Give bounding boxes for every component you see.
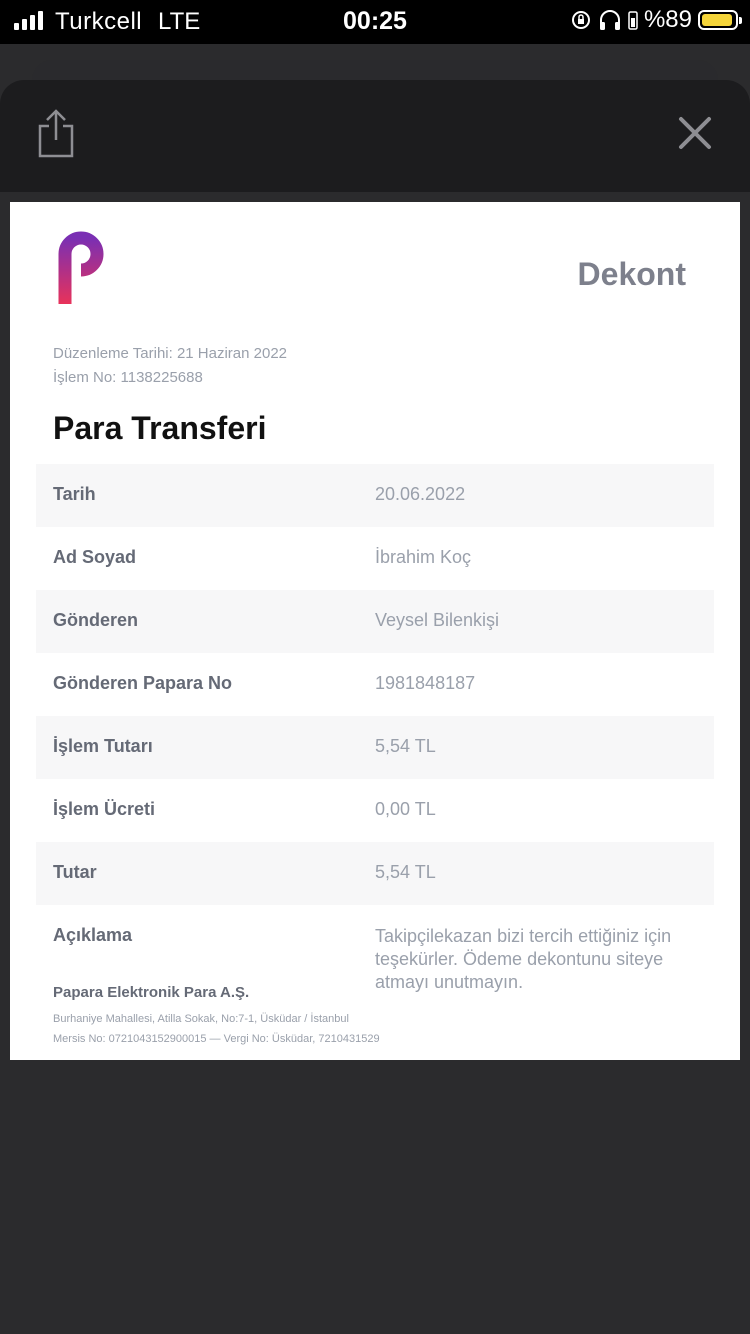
row-label: Tarih (53, 484, 96, 504)
company-info (53, 984, 380, 1049)
table-row (36, 842, 714, 905)
company-name: Papara Elektronik Para A.Ş. (53, 984, 250, 1001)
headphones-icon (598, 9, 622, 31)
share-button[interactable] (34, 108, 78, 165)
table-row (36, 464, 714, 527)
details-table (36, 464, 714, 992)
status-bar (0, 0, 750, 44)
row-label: Tutar (53, 862, 97, 882)
close-icon (678, 116, 712, 150)
row-value: 1981848187 (375, 673, 476, 693)
table-row (36, 590, 714, 653)
company-ids: Mersis No: 0721043152900015 — Vergi No: Üsküdar, 7210431529 (53, 1033, 380, 1045)
row-value: Veysel Bilenkişi (375, 610, 500, 630)
issue-date: Düzenleme Tarihi: 21 Haziran 2022 (53, 345, 288, 362)
carrier-label: Turkcell (55, 8, 143, 35)
transaction-number: İşlem No: 1138225688 (53, 369, 203, 386)
row-value: Takipçilekazan bizi tercih ettiğiniz için teşekürler. Ödeme dekontunu siteye atmayı unutmayın. (375, 926, 672, 992)
table-row (36, 779, 714, 842)
network-label: LTE (158, 8, 201, 35)
table-row (36, 527, 714, 590)
document-title: Dekont (577, 256, 686, 292)
battery-percentage: %89 (643, 6, 692, 33)
section-title: Para Transferi (53, 410, 267, 446)
row-label: Gönderen (53, 610, 139, 630)
table-row (36, 653, 714, 716)
clock: 00:25 (343, 7, 407, 35)
close-button[interactable] (678, 116, 712, 155)
company-address: Burhaniye Mahallesi, Atilla Sokak, No:7-1, Üsküdar / İstanbul (53, 1013, 349, 1025)
table-row (36, 716, 714, 779)
row-value: İbrahim Koç (375, 547, 472, 567)
receipt-document (10, 202, 740, 1060)
battery-icon (698, 10, 738, 30)
share-icon (34, 108, 78, 160)
row-label: İşlem Ücreti (53, 799, 156, 819)
row-value: 5,54 TL (375, 736, 436, 756)
rotation-lock-icon (570, 9, 592, 31)
row-label: Gönderen Papara No (53, 673, 233, 693)
table-row (36, 905, 714, 992)
modal-header (0, 80, 750, 192)
receipt-meta (53, 342, 287, 390)
headphone-battery-icon (628, 10, 638, 30)
row-value: 0,00 TL (375, 799, 436, 819)
row-label: Açıklama (53, 925, 133, 945)
papara-logo (52, 226, 104, 311)
row-label: Ad Soyad (53, 547, 137, 567)
row-value: 20.06.2022 (375, 484, 466, 504)
row-value: 5,54 TL (375, 862, 436, 882)
row-label: İşlem Tutarı (53, 736, 153, 756)
